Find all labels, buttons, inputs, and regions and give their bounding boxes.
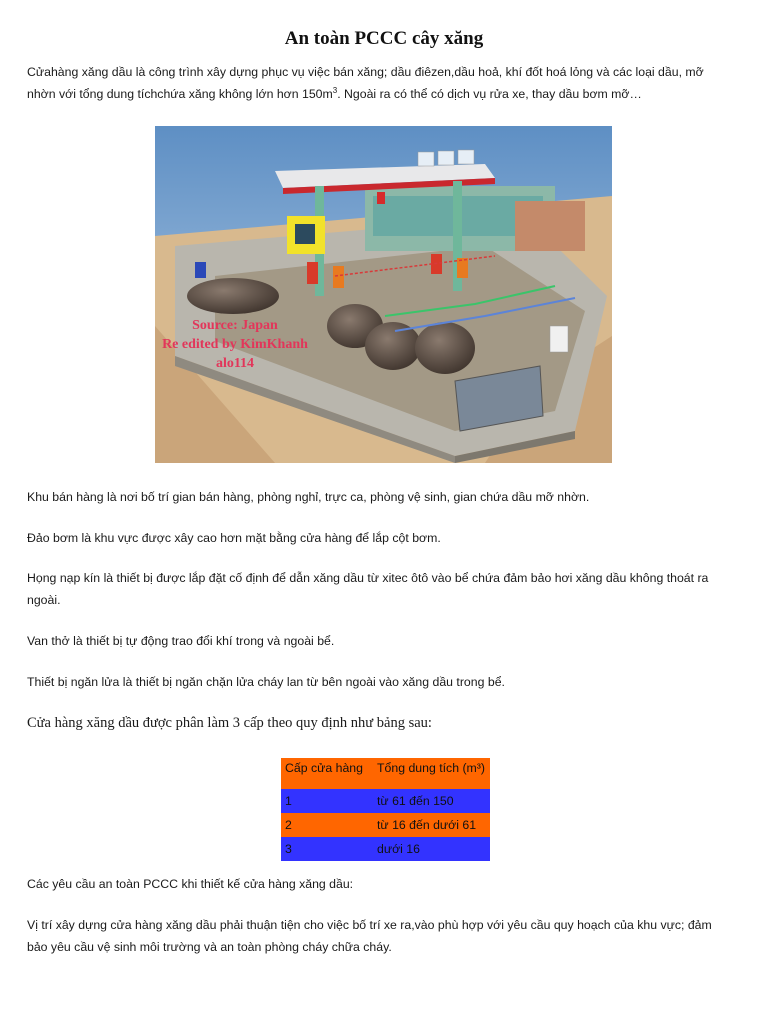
table-cell-capacity: từ 16 đến dưới 61 [369,813,490,837]
paragraph-vi-tri [27,914,743,958]
table-header-row [281,758,490,789]
watermark-editor: Re edited by KimKhanh [162,337,308,352]
table-cell-level: 3 [281,837,369,861]
watermark-source: Source: Japan [192,318,278,333]
hong-nap-line-1: Họng nạp kín là thiết bị được lắp đặt cố định để dẫn xăng dầu từ xitec ôtô vào bể chứa đảm bảo hơi xăng dầu không thoát ra [27,571,709,585]
store-level-table [281,758,490,861]
paragraph-ngan-lua: Thiết bị ngăn lửa là thiết bị ngăn chặn lửa cháy lan từ bên ngoài vào xăng dầu trong bể. [27,675,505,689]
page-title: An toàn PCCC cây xăng [284,28,484,49]
paragraph-hong-nap [27,567,743,611]
table-row [281,813,490,837]
intro-paragraph [27,61,743,105]
paragraph-yeu-cau: Các yêu cầu an toàn PCCC khi thiết kế cửa hàng xăng dầu: [27,877,354,891]
gas-station-illustration [155,126,612,463]
intro-line-2: nhờn với tổng dung tíchchứa xăng không lớn hơn 150m [27,87,333,101]
hong-nap-line-2: ngoài. [27,593,61,607]
vi-tri-line-2: bảo yêu cầu vệ sinh môi trường và an toàn phòng cháy chữa cháy. [27,940,392,954]
paragraph-van-tho: Van thở là thiết bị tự động trao đổi khí trong và ngoài bể. [27,634,335,648]
table-row [281,789,490,813]
table-cell-capacity: dưới 16 [369,837,490,861]
intro-line-1: Cửahàng xăng dầu là công trình xây dựng phục vụ việc bán xăng; dầu điêzen,dầu hoả, khí đốt hoá lỏng và các loại dầu, mỡ [27,65,704,79]
table-header-level: Cấp cửa hàng [281,758,369,789]
watermark-alo: alo114 [215,356,255,371]
cubic-superscript: 3 [332,85,338,95]
paragraph-phan-cap: Cửa hàng xăng dầu được phân làm 3 cấp theo quy định như bảng sau: [27,715,432,731]
table-cell-level: 2 [281,813,369,837]
table-row [281,837,490,861]
table-cell-capacity: từ 61 đến 150 [369,789,490,813]
intro-line-2-tail: . Ngoài ra có thể có dịch vụ rửa xe, thay dầu bơm mỡ… [337,87,642,101]
table-cell-level: 1 [281,789,369,813]
paragraph-khu-ban-hang: Khu bán hàng là nơi bố trí gian bán hàng, phòng nghỉ, trực ca, phòng vệ sinh, gian chứa dầu mỡ nhờn. [27,490,590,504]
paragraph-dao-bom: Đảo bơm là khu vực được xây cao hơn mặt bằng cửa hàng để lắp cột bơm. [27,531,441,545]
vi-tri-line-1: Vị trí xây dựng cửa hàng xăng dầu phải thuận tiện cho việc bố trí xe ra,vào phù hợp với yêu cầu quy hoạch của khu vực; đảm [27,918,712,932]
table-header-capacity: Tổng dung tích (m³) [369,758,490,789]
